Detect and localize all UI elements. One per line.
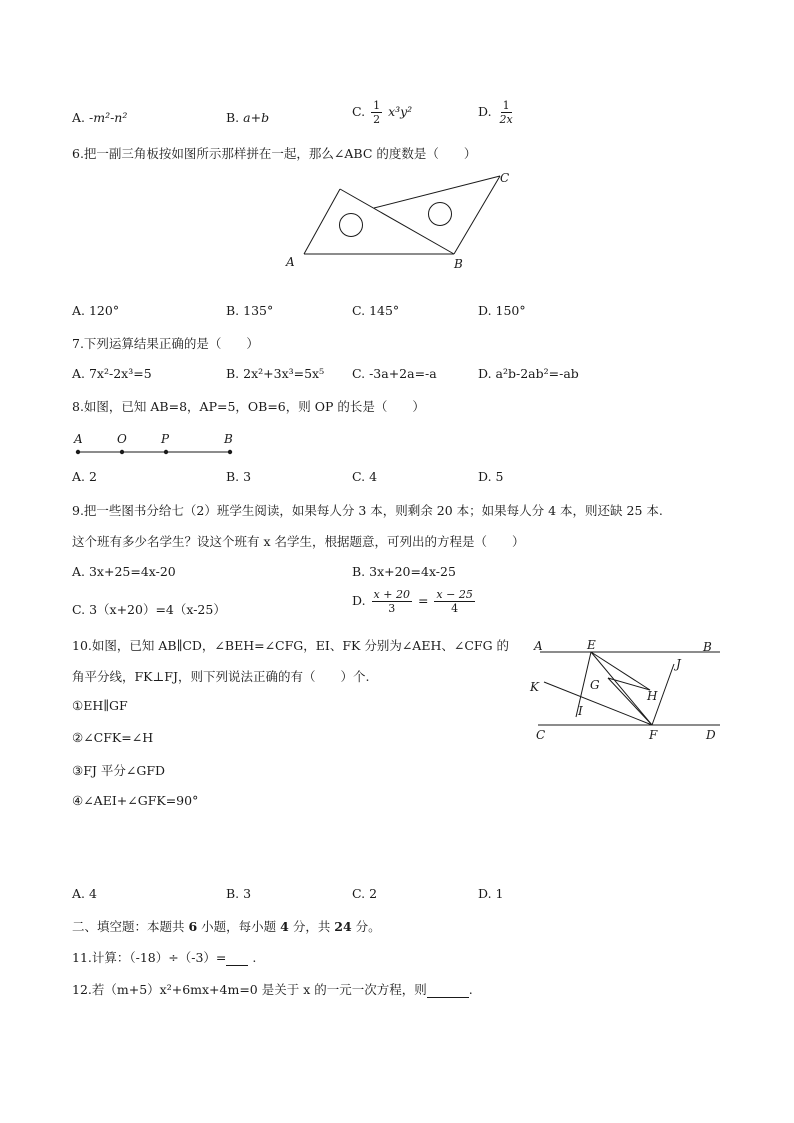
q9-stem-line2: 这个班有多少名学生？设这个班有 x 名学生，根据题意，可列出的方程是（ ） (72, 534, 525, 549)
q6-option-a: A. 120° (72, 303, 120, 318)
q11-stem: 11.计算：（-18）÷（-3）= . (72, 950, 257, 965)
q10-statement-3: ③FJ 平分∠GFD (72, 763, 166, 778)
q8-option-d: D. 5 (478, 469, 504, 484)
q5-option-b: B. a+b (226, 110, 270, 125)
q10-label-a: A (534, 639, 543, 653)
q10-label-j: J (676, 657, 681, 671)
q10-label-d: D (706, 728, 716, 742)
q10-label-e: E (587, 638, 596, 652)
q10-option-c: C. 2 (352, 886, 378, 901)
q8-label-p: P (161, 432, 170, 446)
q6-stem: 6.把一副三角板按如图所示那样拼在一起，那么∠ABC 的度数是（ ） (72, 146, 477, 161)
q10-label-i: I (578, 704, 583, 718)
q10-option-d: D. 1 (478, 886, 504, 901)
q10-label-b: B (703, 640, 712, 654)
q8-label-a: A (74, 432, 83, 446)
q7-stem: 7.下列运算结果正确的是（ ） (72, 336, 259, 351)
q10-figure-parallel-lines (524, 632, 724, 744)
q6-option-c: C. 145° (352, 303, 400, 318)
q10-label-k: K (530, 680, 539, 694)
section-2-heading: 二、填空题：本题共 6 小题，每小题 4 分，共 24 分。 (72, 919, 381, 934)
q10-option-a: A. 4 (72, 886, 97, 901)
q6-option-b: B. 135° (226, 303, 274, 318)
q10-label-h: H (647, 689, 658, 703)
q10-statement-4: ④∠AEI+∠GFK=90° (72, 793, 199, 808)
q10-stem-line1: 10.如图，已知 AB∥CD，∠BEH=∠CFG，EI、FK 分别为∠AEH、∠CFG 的 (72, 638, 510, 653)
q10-label-g: G (590, 678, 600, 692)
q6-label-c: C (500, 171, 510, 185)
q9-option-b: B. 3x+20=4x-25 (352, 564, 456, 579)
q8-stem: 8.如图，已知 AB=8，AP=5，OB=6，则 OP 的长是（ ） (72, 399, 425, 414)
q10-option-b: B. 3 (226, 886, 252, 901)
q11-answer-blank[interactable] (226, 950, 248, 966)
q7-option-b: B. 2x²+3x³=5x⁵ (226, 366, 325, 381)
q10-label-f: F (649, 728, 658, 742)
q10-label-c: C (536, 728, 546, 742)
q8-option-a: A. 2 (72, 469, 97, 484)
q8-label-b: B (224, 432, 233, 446)
q5-option-a: A. -m²-n² (72, 110, 128, 125)
q9-stem-line1: 9.把一些图书分给七（2）班学生阅读，如果每人分 3 本，则剩余 20 本；如果每人分 4 本，则还缺 25 本. (72, 503, 663, 518)
q6-label-a: A (286, 255, 295, 269)
q7-option-c: C. -3a+2a=-a (352, 366, 437, 381)
q6-figure-triangles (280, 168, 520, 274)
q9-option-c: C. 3（x+20）=4（x-25） (72, 602, 226, 617)
q5-option-c: C. $\frac{1}{2}$ x³y² (352, 99, 413, 126)
q10-statement-1: ①EH∥GF (72, 698, 128, 713)
q9-option-a: A. 3x+25=4x-20 (72, 564, 176, 579)
q6-option-d: D. 150° (478, 303, 526, 318)
q10-stem-line2: 角平分线，FK⊥FJ，则下列说法正确的有（ ）个. (72, 669, 370, 684)
q6-label-b: B (454, 257, 463, 271)
q12-stem: 12.若（m+5）x²+6mx+4m=0 是关于 x 的一元一次方程，则 . (72, 982, 473, 997)
q8-option-c: C. 4 (352, 469, 378, 484)
q12-answer-blank[interactable] (427, 982, 469, 998)
q7-option-a: A. 7x²-2x³=5 (72, 366, 152, 381)
q7-option-d: D. a²b-2ab²=-ab (478, 366, 579, 381)
q10-statement-2: ②∠CFK=∠H (72, 730, 154, 745)
q8-figure-segment (70, 430, 240, 460)
q9-option-d: D. $\frac{x + 20}{3}$ = $\frac{x - 25}{4}$ (352, 588, 473, 615)
q5-option-d: D. $\frac{1}{2x}$ (478, 99, 513, 126)
q8-label-o: O (117, 432, 127, 446)
q8-option-b: B. 3 (226, 469, 252, 484)
